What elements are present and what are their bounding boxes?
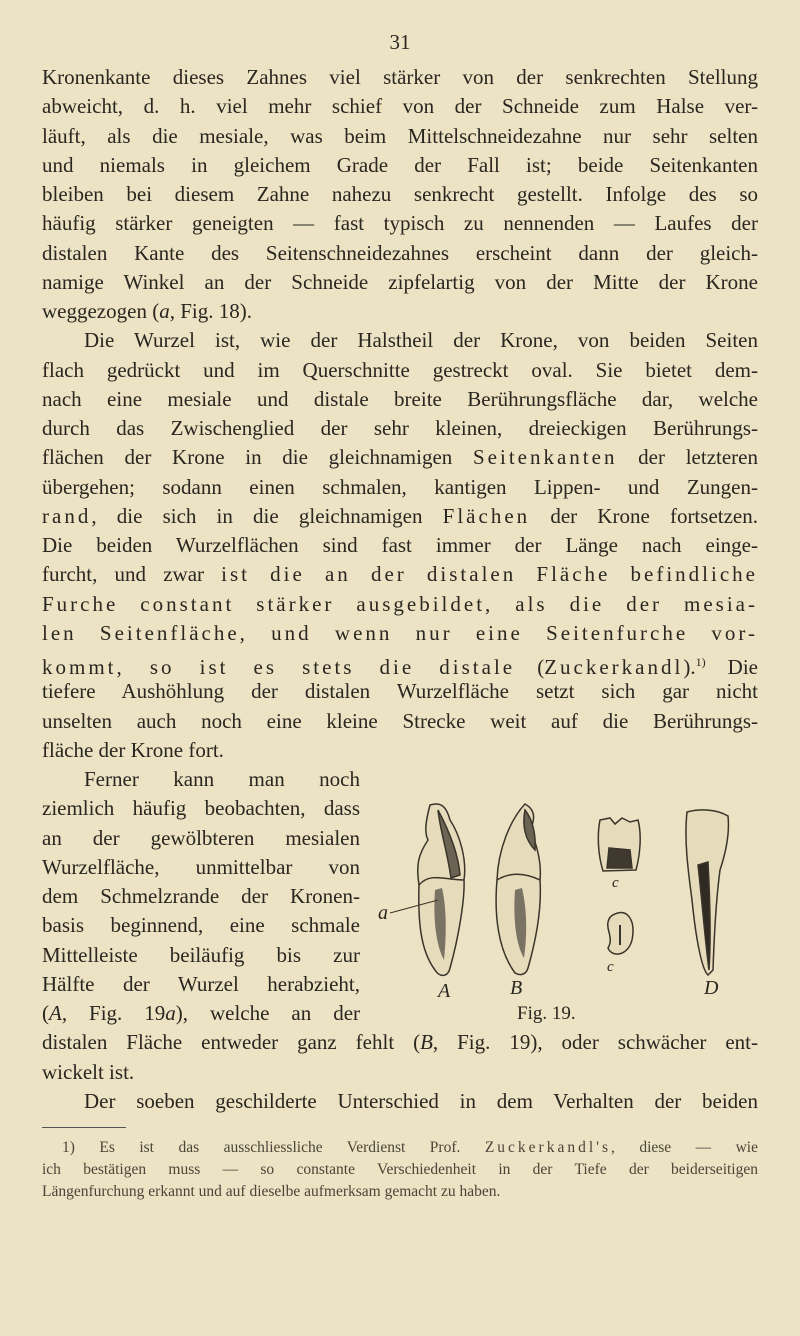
text-segment: ), welche an der — [175, 1001, 361, 1025]
text-line — [42, 385, 758, 414]
text-segment: a — [159, 299, 170, 323]
text-line — [42, 1058, 758, 1087]
text-segment: übergehen; sodann einen schmalen, kantigen Lippen- und Zungen- — [42, 474, 758, 499]
text-line — [42, 502, 758, 531]
text-line — [42, 619, 758, 648]
text-segment: distalen Kante des Seitenschneidezahnes erscheint dann der gleich- — [42, 240, 758, 265]
text-line — [42, 151, 758, 180]
tooth-b-drawing — [496, 804, 540, 975]
text-segment: tiefere Aushöhlung der distalen Wurzelfläche setzt sich gar nicht — [42, 679, 758, 704]
footnote-line — [42, 1137, 758, 1159]
text-segment: Der soeben geschilderte Unterschied in dem Verhalten der beiden — [84, 1088, 758, 1113]
text-segment: Mittelleiste beiläufig bis zur — [42, 942, 360, 967]
text-segment: a — [165, 1001, 176, 1025]
figure-label-D: D — [704, 977, 719, 999]
tooth-d-drawing — [686, 810, 728, 975]
text-segment: 1) Es ist das ausschliessliche Verdienst Prof. — [62, 1139, 485, 1156]
text-line — [42, 297, 758, 326]
text-line — [42, 970, 360, 999]
text-segment: der letzteren — [617, 445, 758, 470]
text-segment: ich bestätigen muss — so constante Verschiedenheit in der Tiefe der beiderseitigen — [42, 1161, 758, 1178]
text-line — [42, 824, 360, 853]
text-line — [42, 239, 758, 268]
figure-label-B: B — [510, 977, 523, 999]
figure-label-a: a — [378, 902, 388, 924]
text-line — [42, 882, 360, 911]
text-segment: durch das Zwischenglied der sehr kleinen, dreieckigen Berührungs- — [42, 416, 758, 440]
text-segment: Längenfurchung erkannt und auf dieselbe aufmerksam gemacht zu haben. — [42, 1183, 501, 1200]
text-segment: Die beiden Wurzelflächen sind fast immer der Länge nach einge- — [42, 533, 758, 557]
text-line — [42, 911, 360, 940]
text-segment: Die — [705, 655, 758, 679]
text-line — [42, 356, 758, 385]
text-segment: nach eine mesiale und distale breite Berührungsfläche dar, welche — [42, 386, 758, 411]
text-line — [42, 209, 758, 238]
text-segment: wickelt ist. — [42, 1059, 135, 1084]
text-segment: , diese — wie — [610, 1139, 758, 1156]
footnote-divider — [42, 1127, 126, 1128]
text-segment: , Fig. 19), oder schwächer ent- — [432, 1030, 758, 1055]
text-segment: , die sich in die gleichnamigen — [91, 503, 443, 528]
figure-label-A: A — [438, 980, 451, 1002]
text-segment: häufig stärker geneigten — fast typisch zu nennenden — Laufes der — [42, 211, 758, 236]
text-line — [42, 648, 758, 677]
text-segment: unselten auch noch eine kleine Strecke weit auf die Berührungs- — [42, 708, 758, 733]
text-line — [42, 736, 758, 765]
text-line — [42, 765, 360, 794]
text-line — [42, 1028, 758, 1057]
text-line — [42, 853, 360, 882]
footnote-marker: 1) — [695, 655, 706, 669]
text-segment: ( — [515, 655, 545, 679]
tooth-c-section-drawing — [598, 818, 640, 954]
text-line — [42, 531, 758, 560]
spaced-text: ist die an der distalen Fläche befindliche — [221, 562, 758, 587]
spaced-text: Flächen — [442, 503, 531, 528]
text-line — [42, 941, 360, 970]
spaced-text: kommt, so ist es stets die distale — [42, 655, 516, 679]
figure-label-c-top: c — [612, 875, 619, 891]
text-line — [42, 92, 758, 121]
text-segment: der Krone fortsetzen. — [530, 503, 758, 528]
text-segment: , Fig. 18). — [169, 299, 252, 323]
figure-19-illustration — [330, 780, 750, 1000]
text-segment: namige Winkel an der Schneide zipfelartig von der Mitte der Krone — [42, 269, 758, 294]
text-line — [42, 1087, 758, 1116]
text-segment: abweicht, d. h. viel mehr schief von der Schneide zum Halse ver- — [42, 94, 758, 119]
tooth-a-drawing — [390, 804, 465, 975]
text-segment: ziemlich häufig beobachten, dass — [42, 796, 360, 821]
spaced-text: len Seitenfläche, und wenn nur eine Seitenfurche vor- — [42, 620, 758, 645]
text-segment: flächen der Krone in die gleichnamigen — [42, 445, 473, 470]
text-segment: weggezogen ( — [42, 299, 160, 323]
text-segment: Wurzelfläche, unmittelbar von — [42, 854, 360, 879]
text-line — [42, 590, 758, 619]
footnote-line — [42, 1159, 758, 1181]
text-line — [42, 707, 758, 736]
text-segment: Die Wurzel ist, wie der Halstheil der Krone, von beiden Seiten — [84, 328, 758, 353]
text-line — [42, 443, 758, 472]
text-segment: ). — [683, 655, 696, 679]
text-line — [42, 794, 360, 823]
text-segment: furcht, und zwar — [42, 562, 222, 587]
text-segment: Ferner kann man noch — [84, 767, 360, 791]
footnote-line — [42, 1181, 758, 1203]
text-line — [42, 414, 758, 443]
text-segment: und niemals in gleichem Grade der Fall ist; beide Seitenkanten — [42, 152, 758, 177]
text-line — [42, 473, 758, 502]
text-segment: A — [49, 1001, 62, 1025]
text-line — [42, 326, 758, 355]
text-line — [42, 677, 758, 706]
text-segment: ( — [42, 1001, 49, 1025]
page-number: 31 — [389, 30, 411, 54]
figure-label-c-bottom: c — [607, 959, 614, 975]
text-line — [42, 560, 758, 589]
text-segment: bleiben bei diesem Zahne nahezu senkrecht gestellt. Infolge des so — [42, 182, 758, 206]
figure-caption: Fig. 19. — [517, 1003, 576, 1024]
text-line — [42, 180, 758, 209]
text-segment: , Fig. 19 — [61, 1001, 166, 1025]
spaced-text: Seitenkanten — [473, 445, 618, 470]
text-segment: läuft, als die mesiale, was beim Mittelschneidezahne nur sehr selten — [42, 123, 758, 148]
text-line — [42, 122, 758, 151]
text-segment: flach gedrückt und im Querschnitte gestreckt oval. Sie bietet dem- — [42, 357, 758, 382]
footnote — [42, 1137, 758, 1203]
spaced-text: Zuckerkandl's — [484, 1139, 611, 1156]
spaced-text: Furche constant stärker ausgebildet, als die der mesia- — [42, 591, 758, 616]
text-segment: fläche der Krone fort. — [42, 737, 224, 762]
spaced-text: Zuckerkandl — [544, 655, 684, 679]
text-segment: basis beginnend, eine schmale — [42, 913, 360, 938]
text-segment: B — [420, 1030, 433, 1055]
text-line — [42, 999, 360, 1028]
text-line — [42, 63, 758, 92]
text-segment: distalen Fläche entweder ganz fehlt ( — [42, 1030, 421, 1055]
text-segment: Kronenkante dieses Zahnes viel stärker von der senkrechten Stellung — [42, 65, 758, 89]
text-line — [42, 268, 758, 297]
text-segment: an der gewölbteren mesialen — [42, 825, 360, 850]
text-segment: dem Schmelzrande der Kronen- — [42, 884, 360, 908]
text-segment: Hälfte der Wurzel herabzieht, — [42, 971, 360, 996]
spaced-text: rand — [42, 503, 92, 528]
